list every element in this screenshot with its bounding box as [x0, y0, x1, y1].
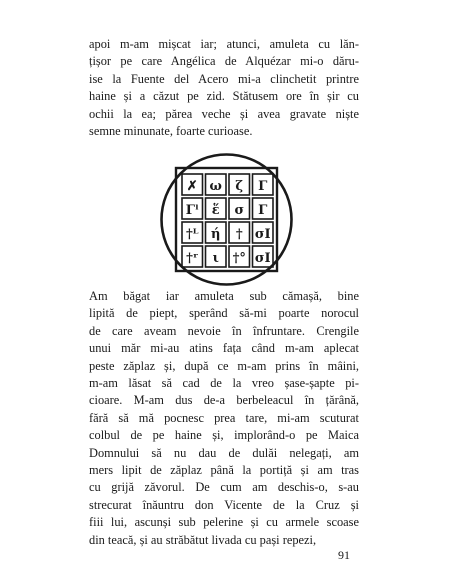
amulet-glyph-icon: Γ: [258, 179, 268, 194]
text-line: ochii la ea; părea veche și avea gravate niște: [89, 106, 359, 121]
text-line: de care aveam nevoie în înfruntare. Crengile: [89, 323, 359, 338]
text-line: colbul de pe haine și, implorând-o pe Maica: [89, 428, 359, 443]
amulet-glyph-icon: ✗: [186, 179, 198, 194]
text-line: cioare. M-am dus de-a berbeleacul în țărână,: [89, 393, 359, 408]
text-line: cu grijă zăvorul. De cum am deschis-o, s-au: [89, 480, 359, 495]
paragraph-1: [89, 36, 359, 140]
text-line: mers lipit de zăplaz până la portiță și am tras: [89, 463, 359, 478]
amulet-glyph-icon: ω: [209, 179, 222, 194]
amulet-glyph-icon: ι: [212, 251, 219, 266]
text-line: fără să mă pocnesc prea tare, mi-am scuturat: [89, 410, 359, 425]
text-line: strecurat înăuntru don Vicente de la Cruz și: [89, 497, 359, 512]
amulet-glyph-icon: Γˡ: [185, 203, 199, 218]
amulet-glyph-icon: †°: [232, 251, 246, 266]
text-line: m-am lăsat să cad de la vreo șase-șapte pi-: [89, 376, 359, 391]
amulet-glyph-icon: ή: [211, 227, 221, 242]
text-line: fiii lui, ascunși sub pelerine și cu armele scoase: [89, 515, 359, 530]
text-line: haine și a căzut pe zid. Stătusem ore în șir cu: [89, 89, 359, 104]
text-line: țișor pe care Angélica de Alquézar mi-o dăru-: [89, 54, 359, 69]
text-line: lipită de piept, sperând să-mi poarte norocul: [89, 306, 359, 321]
text-line: semne minunate, foarte curioase.: [89, 124, 253, 139]
amulet-glyph-icon: †ʳ: [186, 251, 199, 266]
amulet-glyph-icon: Γ: [258, 203, 268, 218]
amulet-seal-image: [159, 152, 294, 287]
amulet-glyph-icon: ζ: [235, 179, 244, 194]
text-line: peste zăplaz și, după ce m-am prins în mâini,: [89, 358, 359, 373]
amulet-glyph-icon: ἕ: [211, 203, 220, 218]
amulet-glyph-icon: σ: [234, 203, 245, 218]
amulet-glyph-icon: σΙ: [254, 251, 271, 266]
amulet-glyph-icon: †ᴸ: [185, 227, 199, 242]
text-line: Domnului să nu dau de dulăi nelegați, am: [89, 445, 359, 460]
page-number: 91: [338, 548, 350, 562]
text-line: Am băgat iar amuleta sub cămașă, bine: [89, 289, 359, 303]
text-line: ise la Fuente del Acero mi-a clinchetit printre: [89, 71, 359, 86]
text-line: unui măr mi-au atins fața când m-am aplecat: [89, 341, 359, 356]
paragraph-2: [89, 288, 359, 549]
text-line: din teacă, și au străbătut livada cu pași repezi,: [89, 532, 317, 547]
text-line: apoi m-am mișcat iar; atunci, amuleta cu lăn-: [89, 37, 359, 51]
amulet-glyph-icon: †: [235, 227, 243, 242]
amulet-glyph-icon: σΙ: [254, 227, 271, 242]
